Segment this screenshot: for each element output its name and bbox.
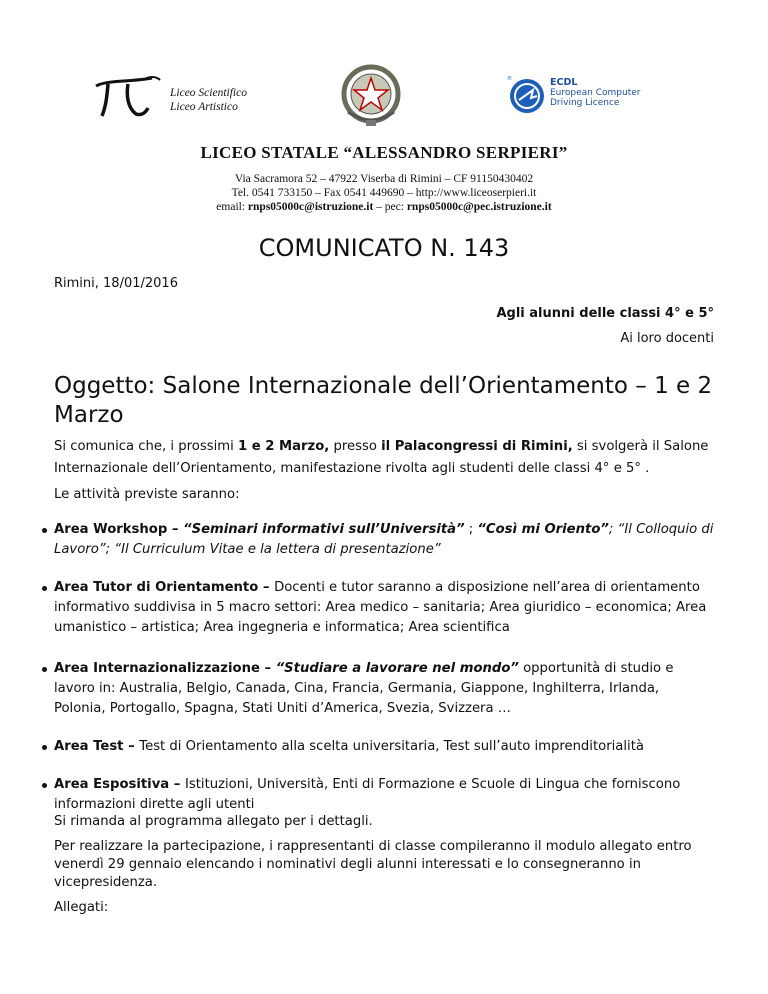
- item-title: Area Internazionalizzazione –: [54, 661, 276, 676]
- intro-text-c: presso: [329, 439, 382, 454]
- list-item: [54, 578, 714, 638]
- list-item: [54, 520, 714, 560]
- ecdl-text: [550, 78, 640, 108]
- item-title: Area Test –: [54, 739, 140, 754]
- contact-line: [0, 200, 768, 214]
- recipient-students: Agli alunni delle classi 4° e 5°: [496, 306, 714, 321]
- address-line-1: Via Sacramora 52 – 47922 Viserba di Rimini – CF 91150430402: [234, 173, 534, 185]
- liceo-types: [170, 86, 247, 114]
- document-title: COMUNICATO N. 143: [258, 234, 510, 262]
- svg-text:®: ®: [507, 76, 512, 82]
- email-label: email:: [216, 201, 246, 213]
- list-item: [54, 775, 714, 815]
- attachments-label: Allegati:: [54, 900, 109, 915]
- item-text: Istituzioni, Università, Enti di Formazione e Scuole di Lingua che forniscono informazioni dirette agli utenti: [54, 777, 681, 812]
- item-text: opportunità di studio e lavoro in: Australia, Belgio, Canada, Cina, Francia, Germania, Giappone, Inghilterra, Irlanda, Polonia, Portogallo, Spagna, Stati Uniti d’America, Svezia, Svizzera …: [54, 661, 674, 716]
- pec-link[interactable]: rnps05000c@pec.istruzione.it: [406, 201, 552, 213]
- document-date: Rimini, 18/01/2016: [54, 276, 178, 291]
- item-text: ; “Il Colloquio di Lavoro”; “Il Curriculum Vitae e la lettera di presentazione”: [54, 522, 714, 557]
- school-name: LICEO STATALE “ALESSANDRO SERPIERI”: [200, 143, 568, 162]
- intro-venue: il Palacongressi di Rimini,: [381, 439, 573, 454]
- item-title: Area Workshop –: [54, 522, 184, 537]
- intro-text-a: Si comunica che, i prossimi: [54, 439, 238, 454]
- email-link[interactable]: rnps05000c@istruzione.it: [247, 201, 374, 213]
- intro-text-e: si svolgerà il Salone Internazionale dell’Orientamento, manifestazione rivolta agli studenti delle classi 4° e 5° .: [54, 439, 709, 476]
- list-item: [54, 737, 714, 757]
- italian-emblem-icon: [338, 62, 404, 130]
- address-line-2: Tel. 0541 733150 – Fax 0541 449690 – http://www.liceoserpieri.it: [231, 187, 537, 199]
- item-title: Area Tutor di Orientamento –: [54, 580, 275, 595]
- item-text: Test di Orientamento alla scelta universitaria, Test sull’auto imprenditorialità: [139, 739, 644, 754]
- liceo-type-artistico: Liceo Artistico: [170, 101, 238, 113]
- activities-intro: Le attività previste saranno:: [54, 487, 240, 502]
- recipient-teachers: Ai loro docenti: [620, 331, 714, 346]
- participation-paragraph: Per realizzare la partecipazione, i rappresentanti di classe compileranno il modulo allegato entro venerdì 29 gennaio elencando i nominativi degli alunni interessati e lo consegneranno in vicepresidenza.: [54, 839, 692, 890]
- item-title: Area Espositiva –: [54, 777, 185, 792]
- intro-dates: 1 e 2 Marzo,: [237, 439, 330, 454]
- item-emphasis: “Seminari informativi sull’Università”: [183, 522, 465, 537]
- item-separator: ;: [464, 522, 478, 537]
- pi-logo-icon: [92, 72, 162, 122]
- activities-list: [54, 520, 714, 833]
- subject-heading: Oggetto: Salone Internazionale dell’Orientamento – 1 e 2 Marzo: [54, 373, 713, 428]
- item-emphasis: “Così mi Oriento”: [477, 522, 609, 537]
- ecdl-line1: European Computer: [550, 88, 641, 98]
- pec-label: – pec:: [376, 201, 404, 213]
- item-emphasis: “Studiare a lavorare nel mondo”: [275, 661, 519, 676]
- ecdl-title: ECDL: [550, 77, 578, 88]
- liceo-type-scientifico: Liceo Scientifico: [170, 87, 247, 99]
- item-text: Docenti e tutor saranno a disposizione nell’area di orientamento informativo suddivisa in 5 macro settori: Area medico – sanitaria; Area giuridico – economica; Area umanistico – artistica; Area ingegneria e informatica; Area scientifica: [54, 580, 707, 635]
- intro-paragraph: [54, 436, 714, 480]
- ecdl-line2: Driving Licence: [550, 98, 620, 108]
- list-item: [54, 659, 714, 719]
- program-note: Si rimanda al programma allegato per i dettagli.: [54, 814, 373, 829]
